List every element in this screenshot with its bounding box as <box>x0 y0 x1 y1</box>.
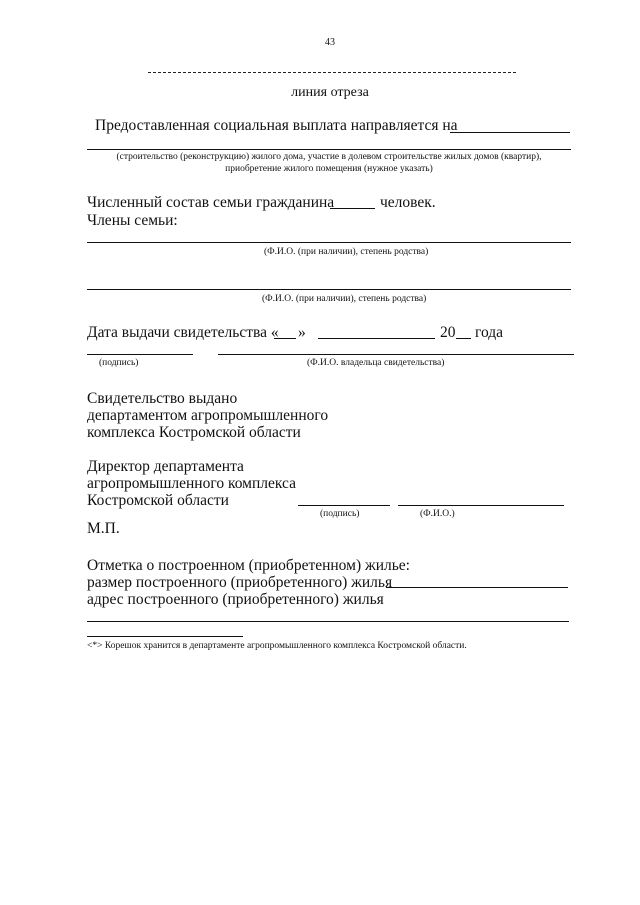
issue-date-suffix: года <box>475 324 504 341</box>
family-count-suffix: человек. <box>380 194 436 211</box>
payment-direction-text: Предоставленная социальная выплата направляется на <box>95 117 458 134</box>
family-member-caption-1: (Ф.И.О. (при наличии), степень родства) <box>264 247 429 257</box>
footnote-text: <*> Корешок хранится в департаменте агропромышленного комплекса Костромской области. <box>87 641 467 651</box>
payment-direction-line[interactable] <box>87 149 571 150</box>
family-member-line-2[interactable] <box>87 289 571 290</box>
housing-size-blank[interactable] <box>386 587 568 588</box>
holder-name-line[interactable] <box>218 354 574 355</box>
cut-line-label: линия отреза <box>291 85 369 100</box>
housing-mark-title: Отметка о построенном (приобретенном) жилье: <box>87 557 410 574</box>
payment-direction-blank[interactable] <box>450 132 570 133</box>
holder-signature-line[interactable] <box>87 354 193 355</box>
director-line-2: агропромышленного комплекса <box>87 475 296 492</box>
holder-signature-caption: (подпись) <box>99 358 139 368</box>
issue-date-prefix: Дата выдачи свидетельства « <box>87 324 279 341</box>
payment-direction-caption-1: (строительство (реконструкцию) жилого дома, участие в долевом строительстве жилых домов (квартир), <box>116 152 542 162</box>
payment-direction-caption-2: приобретение жилого помещения (нужное указать) <box>225 164 433 174</box>
holder-name-caption: (Ф.И.О. владельца свидетельства) <box>307 358 445 368</box>
housing-size-label: размер построенного (приобретенного) жилья <box>87 574 393 591</box>
director-line-3: Костромской области <box>87 492 229 509</box>
director-signature-line[interactable] <box>298 505 390 506</box>
issued-by-line-3: комплекса Костромской области <box>87 424 301 441</box>
housing-address-line[interactable] <box>87 621 569 622</box>
family-member-line-1[interactable] <box>87 242 571 243</box>
family-members-label: Члены семьи: <box>87 212 178 229</box>
family-member-caption-2: (Ф.И.О. (при наличии), степень родства) <box>262 294 427 304</box>
housing-address-label: адрес построенного (приобретенного) жилья <box>87 591 384 608</box>
director-name-line[interactable] <box>398 505 564 506</box>
family-count-blank[interactable] <box>330 208 375 209</box>
issued-by-line-1: Свидетельство выдано <box>87 390 238 407</box>
cut-line-dashes <box>148 72 516 73</box>
issue-date-month-blank[interactable] <box>318 338 435 339</box>
director-name-caption: (Ф.И.О.) <box>420 509 455 519</box>
issue-date-year-blank[interactable] <box>456 338 471 339</box>
footnote-separator <box>87 636 243 637</box>
issue-date-century: 20 <box>440 324 456 341</box>
page-number: 43 <box>325 37 335 48</box>
family-count-prefix: Численный состав семьи гражданина <box>87 194 335 211</box>
issued-by-line-2: департаментом агропромышленного <box>87 407 329 424</box>
issue-date-day-blank[interactable] <box>274 338 296 339</box>
stamp-place: М.П. <box>87 520 120 537</box>
director-line-1: Директор департамента <box>87 458 244 475</box>
issue-date-quote: » <box>298 324 306 341</box>
director-signature-caption: (подпись) <box>320 509 360 519</box>
